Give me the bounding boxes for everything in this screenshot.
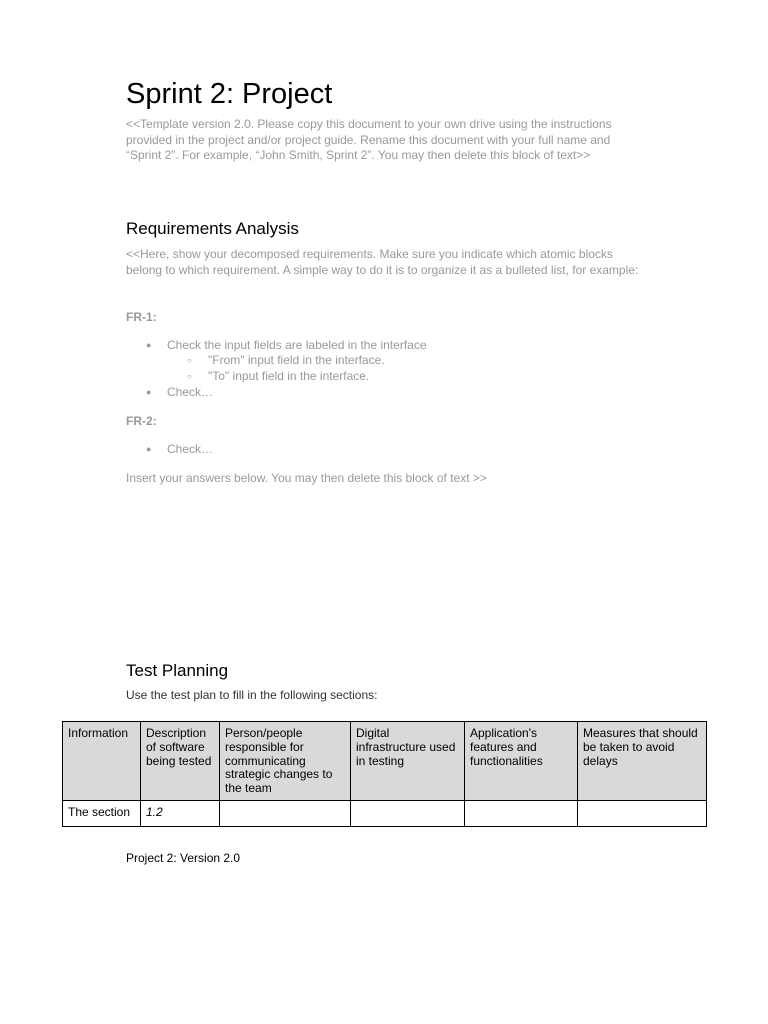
list-item	[146, 385, 213, 401]
hollow-circle-icon: ○	[187, 372, 192, 381]
table-header-cell: Digital infrastructure used in testing	[351, 722, 465, 801]
sub-list-item-text: "From" input field in the interface.	[208, 353, 385, 367]
test-plan-table	[62, 721, 707, 827]
fr1-label: FR-1:	[126, 310, 157, 324]
bullet-dot-icon: ●	[146, 340, 152, 350]
document-footer: Project 2: Version 2.0	[126, 851, 241, 865]
table-header-row	[63, 722, 707, 801]
table-header-cell: Description of software being tested	[141, 722, 220, 801]
table-row	[63, 800, 707, 826]
table-cell[interactable]: 1.2	[141, 800, 220, 826]
sub-list-item	[187, 369, 369, 385]
test-planning-heading: Test Planning	[126, 661, 229, 680]
table-header-cell: Information	[63, 722, 141, 801]
bullet-dot-icon: ●	[146, 387, 152, 397]
test-planning-intro: Use the test plan to fill in the following sections:	[126, 688, 378, 702]
list-item-text: Check…	[167, 442, 214, 456]
table-cell[interactable]	[578, 800, 707, 826]
table-cell[interactable]	[220, 800, 351, 826]
table-header-cell: Measures that should be taken to avoid delays	[578, 722, 707, 801]
sub-list-item	[187, 353, 385, 369]
table-cell[interactable]	[465, 800, 578, 826]
list-item	[146, 338, 427, 354]
list-item	[146, 442, 213, 458]
fr2-label: FR-2:	[126, 414, 157, 428]
template-instructions: <<Template version 2.0. Please copy this document to your own drive using the instructions provided in the project and/or project guide. Rename this document with your full name and “Sprint 2”. For example, “John Smith, Sprint 2”. You may then delete this block of text>>	[126, 117, 612, 162]
document-title: Sprint 2: Project	[126, 78, 333, 110]
insert-answers-note: Insert your answers below. You may then delete this block of text >>	[126, 471, 487, 485]
sub-list-item-text: "To" input field in the interface.	[208, 369, 370, 383]
list-item-text: Check the input fields are labeled in the interface	[167, 338, 427, 352]
table-cell[interactable]	[351, 800, 465, 826]
table-header-cell: Person/people responsible for communicating strategic changes to the team	[220, 722, 351, 801]
requirements-instructions: <<Here, show your decomposed requirements. Make sure you indicate which atomic blocks belong to which requirement. A simple way to do it is to organize it as a bulleted list, for example:	[126, 247, 639, 277]
hollow-circle-icon: ○	[187, 356, 192, 365]
table-cell[interactable]: The section	[63, 800, 141, 826]
table-header-cell: Application's features and functionalities	[465, 722, 578, 801]
list-item-text: Check…	[167, 385, 214, 399]
requirements-heading: Requirements Analysis	[126, 219, 299, 238]
bullet-dot-icon: ●	[146, 444, 152, 454]
